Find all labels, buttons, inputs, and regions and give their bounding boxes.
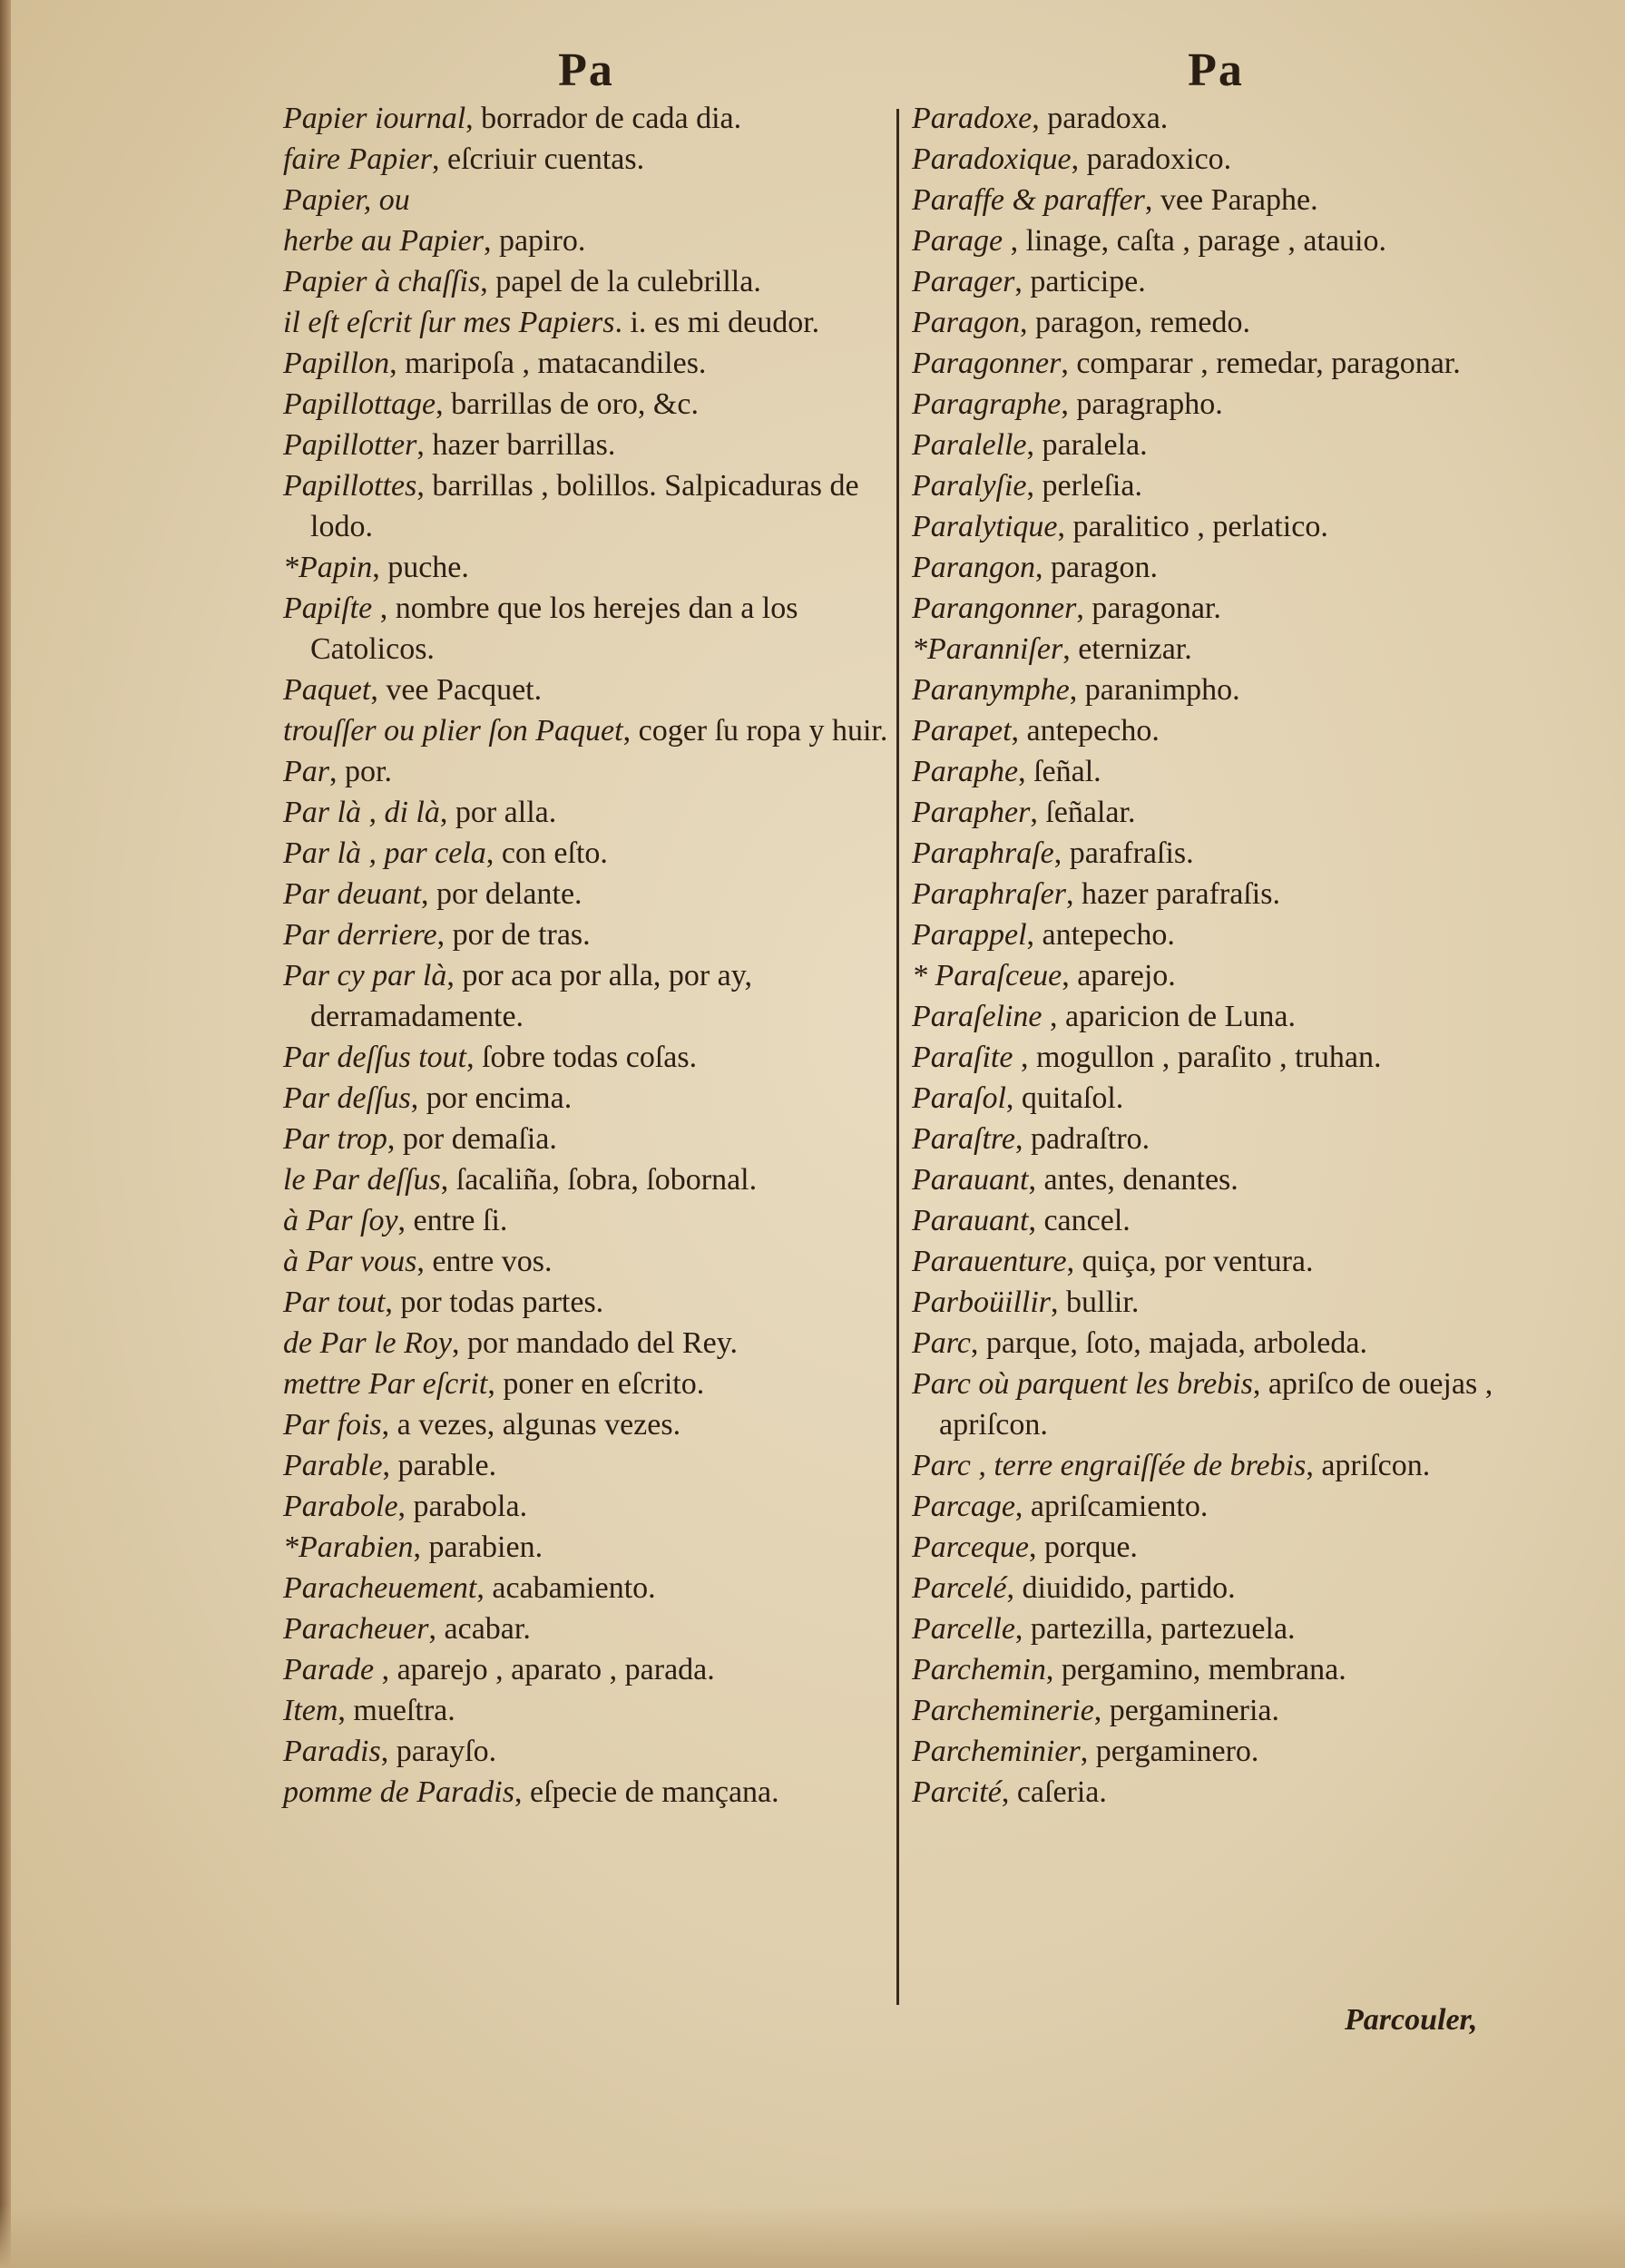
dictionary-entry bbox=[283, 98, 889, 139]
dictionary-entry bbox=[912, 792, 1520, 833]
dictionary-entry bbox=[283, 425, 889, 465]
dictionary-entry bbox=[283, 384, 889, 425]
entry-definition: , caſeria. bbox=[1001, 1775, 1107, 1809]
entry-definition: , paragon, remedo. bbox=[1020, 306, 1250, 339]
entry-definition: , acabamiento. bbox=[476, 1571, 656, 1605]
dictionary-entry bbox=[283, 1282, 889, 1323]
entry-definition: , hazer parafraſis. bbox=[1066, 877, 1280, 911]
entry-definition: , por alla. bbox=[439, 796, 557, 829]
entry-definition: , parabola. bbox=[397, 1490, 528, 1523]
dictionary-entry bbox=[283, 1568, 889, 1608]
dictionary-entry bbox=[912, 751, 1520, 792]
entry-headword: * Paraſceue bbox=[912, 959, 1062, 992]
entry-headword: *Parabien bbox=[283, 1530, 414, 1564]
entry-headword: Par deſſus tout bbox=[283, 1041, 467, 1074]
dictionary-entry bbox=[283, 1078, 889, 1119]
dictionary-entry bbox=[912, 914, 1520, 955]
left-running-head: Pa bbox=[558, 44, 614, 96]
dictionary-entry bbox=[283, 1323, 889, 1364]
entry-definition: , barrillas , bolillos. Salpicaduras de lodo. bbox=[310, 469, 859, 543]
entry-headword: Papillottes bbox=[283, 469, 417, 503]
entry-headword: Parboüillir bbox=[912, 1286, 1052, 1319]
entry-headword: Paracheuement bbox=[283, 1571, 477, 1605]
entry-headword: Paraffe & paraffer bbox=[912, 183, 1145, 217]
entry-definition: , bullir. bbox=[1051, 1286, 1140, 1319]
right-running-head: Pa bbox=[1188, 44, 1244, 96]
dictionary-entry bbox=[912, 1364, 1520, 1445]
entry-definition: , con eſto. bbox=[485, 836, 608, 870]
entry-headword: Parchemin bbox=[912, 1653, 1046, 1686]
entry-headword: mettre Par eſcrit bbox=[283, 1367, 488, 1401]
entry-headword: Parcage bbox=[912, 1490, 1015, 1523]
entry-definition: , parayſo. bbox=[380, 1735, 497, 1768]
dictionary-entry bbox=[912, 1078, 1520, 1119]
dictionary-entry bbox=[912, 261, 1520, 302]
entry-definition: , paradoxa. bbox=[1032, 102, 1169, 135]
entry-definition: , ſeñal. bbox=[1018, 755, 1101, 788]
entry-definition: , aparicion de Luna. bbox=[1042, 1000, 1296, 1033]
entry-definition: , apriſcamiento. bbox=[1014, 1490, 1209, 1523]
dictionary-entry bbox=[912, 955, 1520, 996]
entry-definition: , por encima. bbox=[410, 1081, 573, 1115]
entry-definition: , paradoxico. bbox=[1071, 142, 1232, 176]
dictionary-entry bbox=[283, 220, 889, 261]
dictionary-entry bbox=[912, 1037, 1520, 1078]
entry-headword: Parapet bbox=[912, 714, 1012, 748]
entry-definition: . i. es mi deudor. bbox=[614, 306, 820, 339]
entry-headword: Paragonner bbox=[912, 347, 1062, 380]
dictionary-entry bbox=[283, 1445, 889, 1486]
dictionary-entry bbox=[912, 1690, 1520, 1731]
entry-definition: , paranimpho. bbox=[1069, 673, 1240, 707]
entry-definition: , paragon. bbox=[1035, 551, 1159, 584]
catchword: Parcouler, bbox=[1345, 2003, 1478, 2037]
entry-headword: *Paranniſer bbox=[912, 632, 1063, 666]
page-bottom-edge bbox=[0, 2204, 1625, 2268]
dictionary-entry bbox=[283, 139, 889, 180]
dictionary-entry bbox=[912, 1486, 1520, 1527]
entry-definition: , quitaſol. bbox=[1005, 1081, 1124, 1115]
dictionary-entry bbox=[912, 1119, 1520, 1159]
entry-headword: Paraſtre bbox=[912, 1122, 1015, 1156]
entry-headword: à Par vous bbox=[283, 1245, 417, 1278]
dictionary-entry bbox=[912, 1323, 1520, 1364]
dictionary-entry bbox=[912, 139, 1520, 180]
entry-definition: , participe. bbox=[1014, 265, 1146, 298]
dictionary-entry bbox=[283, 751, 889, 792]
entry-definition: , a vezes, algunas vezes. bbox=[381, 1408, 681, 1442]
dictionary-entry bbox=[283, 547, 889, 588]
dictionary-entry bbox=[283, 588, 889, 670]
dictionary-entry bbox=[912, 425, 1520, 465]
entry-headword: Parc où parquent les brebis bbox=[912, 1367, 1253, 1401]
entry-definition: , entre vos. bbox=[416, 1245, 553, 1278]
right-entry-list bbox=[912, 98, 1520, 1813]
entry-definition: , diuidido, partido. bbox=[1006, 1571, 1236, 1605]
entry-definition: , paralitico , perlatico. bbox=[1057, 510, 1328, 543]
dictionary-entry bbox=[912, 1772, 1520, 1813]
dictionary-entry bbox=[912, 670, 1520, 710]
dictionary-entry bbox=[912, 384, 1520, 425]
entry-definition: , perleſia. bbox=[1026, 469, 1142, 503]
entry-headword: Parcheminier bbox=[912, 1735, 1081, 1768]
dictionary-entry bbox=[283, 1527, 889, 1568]
entry-headword: Papillottage bbox=[283, 387, 436, 421]
dictionary-entry bbox=[912, 1568, 1520, 1608]
dictionary-entry bbox=[912, 1282, 1520, 1323]
dictionary-entry bbox=[912, 180, 1520, 220]
dictionary-entry bbox=[912, 506, 1520, 547]
entry-headword: Parangon bbox=[912, 551, 1035, 584]
entry-headword: il eſt eſcrit ſur mes Papiers bbox=[283, 306, 615, 339]
entry-headword: Parauant bbox=[912, 1204, 1029, 1237]
entry-definition: , puche. bbox=[372, 551, 469, 584]
entry-definition: , vee Paraphe. bbox=[1144, 183, 1318, 217]
entry-headword: Papier, ou bbox=[283, 183, 410, 217]
right-column bbox=[912, 0, 1520, 2268]
entry-headword: à Par ſoy bbox=[283, 1204, 398, 1237]
dictionary-entry bbox=[283, 1037, 889, 1078]
entry-headword: Paracheuer bbox=[283, 1612, 429, 1646]
dictionary-entry bbox=[283, 1119, 889, 1159]
entry-headword: Parcheminerie bbox=[912, 1694, 1094, 1727]
entry-definition: , pergaminero. bbox=[1080, 1735, 1259, 1768]
entry-definition: , parafraſis. bbox=[1053, 836, 1194, 870]
entry-headword: Papillotter bbox=[283, 428, 417, 462]
entry-definition: , paragrapho. bbox=[1061, 387, 1223, 421]
entry-headword: Par cy par là bbox=[283, 959, 447, 992]
dictionary-entry bbox=[283, 914, 889, 955]
entry-definition: , poner en eſcrito. bbox=[487, 1367, 705, 1401]
entry-headword: Paradis bbox=[283, 1735, 381, 1768]
entry-definition: , vee Pacquet. bbox=[370, 673, 543, 707]
entry-headword: Par derriere bbox=[283, 918, 437, 952]
column-divider bbox=[896, 109, 899, 2005]
entry-definition: , ſobre todas coſas. bbox=[466, 1041, 698, 1074]
entry-definition: , papel de la culebrilla. bbox=[480, 265, 761, 298]
entry-headword: Par là , par cela bbox=[283, 836, 486, 870]
entry-headword: Parappel bbox=[912, 918, 1027, 952]
entry-definition: , mogullon , paraſito , truhan. bbox=[1013, 1041, 1382, 1074]
entry-definition: , quiça, por ventura. bbox=[1066, 1245, 1314, 1278]
dictionary-entry bbox=[912, 465, 1520, 506]
dictionary-entry bbox=[283, 955, 889, 1037]
entry-definition: , barrillas de oro, &c. bbox=[436, 387, 699, 421]
dictionary-entry bbox=[283, 343, 889, 384]
entry-headword: Paraſite bbox=[912, 1041, 1013, 1074]
entry-headword: Parable bbox=[283, 1449, 383, 1482]
dictionary-entry bbox=[912, 98, 1520, 139]
entry-headword: Paraphe bbox=[912, 755, 1019, 788]
entry-definition: , coger ſu ropa y huir. bbox=[622, 714, 888, 748]
entry-headword: Paralelle bbox=[912, 428, 1027, 462]
page-binding-edge bbox=[0, 0, 11, 2268]
entry-definition: , padraſtro. bbox=[1014, 1122, 1150, 1156]
dictionary-entry bbox=[283, 670, 889, 710]
entry-headword: Paranymphe bbox=[912, 673, 1070, 707]
entry-headword: Parager bbox=[912, 265, 1015, 298]
dictionary-entry bbox=[283, 465, 889, 547]
dictionary-entry bbox=[283, 302, 889, 343]
entry-definition: , nombre que los herejes dan a los Catolicos. bbox=[310, 591, 798, 666]
dictionary-entry bbox=[912, 1159, 1520, 1200]
entry-definition: , parabien. bbox=[413, 1530, 543, 1564]
dictionary-entry bbox=[283, 1200, 889, 1241]
entry-headword: Parauenture bbox=[912, 1245, 1067, 1278]
dictionary-page bbox=[11, 0, 1625, 2268]
dictionary-entry bbox=[283, 1772, 889, 1813]
entry-headword: Parcelé bbox=[912, 1571, 1007, 1605]
entry-definition: , apriſcon. bbox=[1306, 1449, 1431, 1482]
dictionary-entry bbox=[912, 343, 1520, 384]
entry-headword: Par bbox=[283, 755, 329, 788]
dictionary-entry bbox=[912, 710, 1520, 751]
dictionary-entry bbox=[912, 1608, 1520, 1649]
entry-headword: Paraſeline bbox=[912, 1000, 1043, 1033]
entry-headword: herbe au Papier bbox=[283, 224, 484, 258]
entry-definition: , ſacaliña, ſobra, ſobornal. bbox=[440, 1163, 758, 1197]
entry-definition: , linage, caſta , parage , atauio. bbox=[1003, 224, 1387, 258]
dictionary-entry bbox=[912, 1241, 1520, 1282]
dictionary-entry bbox=[912, 302, 1520, 343]
left-column bbox=[283, 0, 889, 2268]
dictionary-entry bbox=[283, 1690, 889, 1731]
dictionary-entry bbox=[283, 1159, 889, 1200]
entry-headword: Parapher bbox=[912, 796, 1031, 829]
entry-headword: Item bbox=[283, 1694, 338, 1727]
dictionary-entry bbox=[912, 1527, 1520, 1568]
entry-definition: , ſeñalar. bbox=[1030, 796, 1136, 829]
entry-definition: , maripoſa , matacandiles. bbox=[389, 347, 707, 380]
dictionary-entry bbox=[283, 833, 889, 874]
entry-definition: , pergamino, membrana. bbox=[1045, 1653, 1346, 1686]
entry-definition: , comparar , remedar, paragonar. bbox=[1061, 347, 1461, 380]
entry-headword: Paragon bbox=[912, 306, 1020, 339]
dictionary-entry bbox=[912, 874, 1520, 914]
entry-headword: Parangonner bbox=[912, 591, 1077, 625]
entry-definition: , porque. bbox=[1029, 1530, 1138, 1564]
entry-definition: , aparejo. bbox=[1062, 959, 1176, 992]
entry-headword: Paraphraſer bbox=[912, 877, 1066, 911]
entry-definition: , cancel. bbox=[1028, 1204, 1131, 1237]
dictionary-entry bbox=[912, 1731, 1520, 1772]
entry-definition: , por demaſia. bbox=[387, 1122, 557, 1156]
dictionary-entry bbox=[283, 1241, 889, 1282]
dictionary-entry bbox=[283, 1608, 889, 1649]
dictionary-entry bbox=[912, 1445, 1520, 1486]
entry-definition: , antepecho. bbox=[1026, 918, 1175, 952]
entry-definition: , parque, ſoto, majada, arboleda. bbox=[970, 1326, 1367, 1360]
dictionary-entry bbox=[912, 1200, 1520, 1241]
entry-definition: , partezilla, partezuela. bbox=[1014, 1612, 1296, 1646]
entry-headword: Par deuant bbox=[283, 877, 422, 911]
entry-headword: *Papin bbox=[283, 551, 373, 584]
entry-definition: , aparejo , aparato , parada. bbox=[374, 1653, 715, 1686]
entry-headword: faire Papier bbox=[283, 142, 432, 176]
dictionary-entry bbox=[912, 588, 1520, 629]
entry-definition: , acabar. bbox=[428, 1612, 531, 1646]
entry-headword: Par là , di là bbox=[283, 796, 440, 829]
entry-headword: Papier à chaſſis bbox=[283, 265, 481, 298]
dictionary-entry bbox=[912, 833, 1520, 874]
entry-headword: Papiſte bbox=[283, 591, 373, 625]
entry-headword: Parauant bbox=[912, 1163, 1029, 1197]
entry-headword: Paraphraſe bbox=[912, 836, 1054, 870]
entry-headword: trouſſer ou plier ſon Paquet bbox=[283, 714, 623, 748]
entry-headword: Paquet bbox=[283, 673, 371, 707]
entry-definition: , entre ſi. bbox=[397, 1204, 508, 1237]
entry-definition: , papiro. bbox=[483, 224, 586, 258]
dictionary-entry bbox=[283, 1486, 889, 1527]
entry-definition: , por de tras. bbox=[436, 918, 591, 952]
entry-definition: , por. bbox=[329, 755, 392, 788]
dictionary-entry bbox=[283, 1404, 889, 1445]
dictionary-entry bbox=[283, 874, 889, 914]
entry-definition: , paragonar. bbox=[1076, 591, 1221, 625]
dictionary-entry bbox=[283, 792, 889, 833]
entry-definition: , eſpecie de mançana. bbox=[514, 1775, 779, 1809]
entry-headword: Par fois bbox=[283, 1408, 382, 1442]
entry-definition: , por todas partes. bbox=[385, 1286, 604, 1319]
entry-headword: Parage bbox=[912, 224, 1003, 258]
entry-headword: Par tout bbox=[283, 1286, 386, 1319]
entry-headword: Paragraphe bbox=[912, 387, 1062, 421]
entry-definition: , antepecho. bbox=[1011, 714, 1160, 748]
entry-definition: , eternizar. bbox=[1062, 632, 1192, 666]
entry-definition: , apriſco de ouejas , apriſcon. bbox=[939, 1367, 1493, 1442]
dictionary-entry bbox=[283, 261, 889, 302]
entry-definition: , hazer barrillas. bbox=[416, 428, 616, 462]
entry-headword: Paralytique bbox=[912, 510, 1058, 543]
dictionary-entry bbox=[283, 1731, 889, 1772]
entry-headword: Parade bbox=[283, 1653, 375, 1686]
dictionary-entry bbox=[912, 996, 1520, 1037]
entry-headword: Par deſſus bbox=[283, 1081, 411, 1115]
entry-definition: , mueſtra. bbox=[338, 1694, 455, 1727]
entry-definition: , por mandado del Rey. bbox=[452, 1326, 739, 1360]
entry-headword: Parcité bbox=[912, 1775, 1002, 1809]
dictionary-entry bbox=[912, 220, 1520, 261]
entry-headword: Papillon bbox=[283, 347, 390, 380]
dictionary-entry bbox=[912, 629, 1520, 670]
entry-definition: , eſcriuir cuentas. bbox=[432, 142, 645, 176]
entry-definition: , paralela. bbox=[1026, 428, 1148, 462]
entry-headword: Paraſol bbox=[912, 1081, 1006, 1115]
entry-headword: Papier iournal bbox=[283, 102, 466, 135]
entry-headword: Paradoxique bbox=[912, 142, 1072, 176]
entry-headword: de Par le Roy bbox=[283, 1326, 452, 1360]
dictionary-entry bbox=[912, 547, 1520, 588]
entry-headword: Parc bbox=[912, 1326, 971, 1360]
entry-definition: , parable. bbox=[382, 1449, 497, 1482]
entry-definition: , por aca por alla, por ay, derramadamente. bbox=[310, 959, 753, 1033]
dictionary-entry bbox=[283, 1364, 889, 1404]
entry-headword: le Par deſſus bbox=[283, 1163, 441, 1197]
dictionary-entry bbox=[912, 1649, 1520, 1690]
entry-definition: , borrador de cada dia. bbox=[465, 102, 742, 135]
entry-headword: Parc , terre engraiſſée de brebis bbox=[912, 1449, 1307, 1482]
dictionary-entry bbox=[283, 710, 889, 751]
entry-headword: Parcelle bbox=[912, 1612, 1015, 1646]
entry-definition: , pergamineria. bbox=[1093, 1694, 1280, 1727]
dictionary-entry bbox=[283, 180, 889, 220]
entry-headword: Parceque bbox=[912, 1530, 1030, 1564]
entry-headword: Parabole bbox=[283, 1490, 398, 1523]
entry-definition: , por delante. bbox=[421, 877, 582, 911]
left-entry-list bbox=[283, 98, 889, 1813]
entry-headword: pomme de Paradis bbox=[283, 1775, 514, 1809]
entry-definition: , antes, denantes. bbox=[1028, 1163, 1238, 1197]
entry-headword: Paralyſie bbox=[912, 469, 1027, 503]
dictionary-entry bbox=[283, 1649, 889, 1690]
entry-headword: Par trop bbox=[283, 1122, 387, 1156]
entry-headword: Paradoxe bbox=[912, 102, 1033, 135]
